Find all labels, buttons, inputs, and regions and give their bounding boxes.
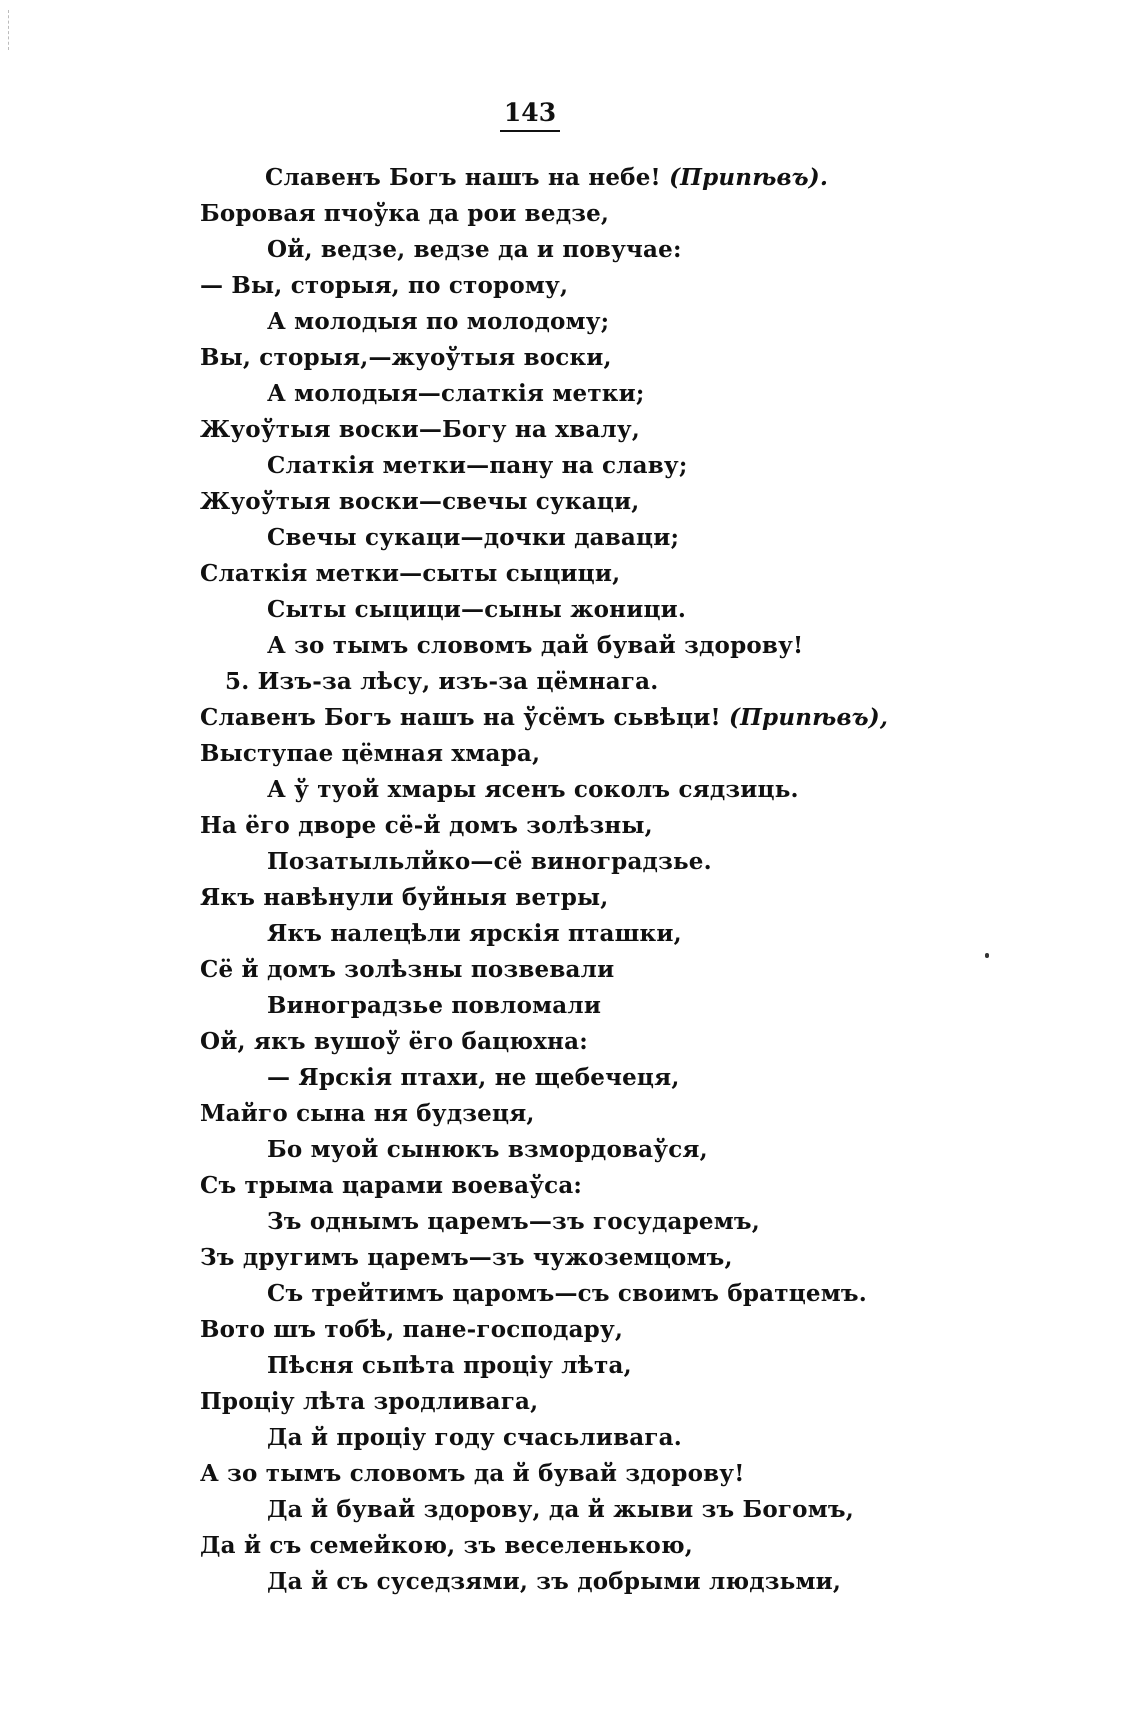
poem-line-text: А ў туой хмары ясенъ соколъ сядзиць. — [267, 776, 799, 803]
poem-line-text: А молодыя—слаткія метки; — [267, 380, 645, 407]
poem-line-text: Зъ однымъ царемъ—зъ государемъ, — [267, 1208, 760, 1235]
poem-line-text: — Вы, сторыя, по сторому, — [200, 272, 569, 299]
poem-line — [0, 916, 1140, 952]
poem-line-text: Якъ навѣнули буйныя ветры, — [200, 884, 609, 911]
poem-line — [0, 772, 1140, 808]
poem-line — [0, 160, 1140, 196]
poem-line — [0, 1060, 1140, 1096]
poem-line-text: — Ярскія птахи, не щебечеця, — [267, 1064, 680, 1091]
poem-line — [0, 520, 1140, 556]
poem-line-text: Вы, сторыя,—жуоўтыя воски, — [200, 344, 612, 371]
poem-line — [0, 1456, 1140, 1492]
poem-line — [0, 988, 1140, 1024]
poem-line-text: А зо тымъ словомъ дай бувай здорову! — [267, 632, 804, 659]
refrain-marker: (Припѣвъ), — [729, 704, 889, 731]
poem-line — [0, 484, 1140, 520]
poem-line-text: Вото шъ тобѣ, пане-господару, — [200, 1316, 624, 1343]
poem-line-text: Пѣсня сьпѣта процiу лѣта, — [267, 1352, 632, 1379]
poem-line — [0, 1096, 1140, 1132]
poem-line-text: Боровая пчоўка да рои ведзе, — [200, 200, 610, 227]
poem-line-text: Ой, ведзе, ведзе да и повучае: — [267, 236, 682, 263]
poem-line — [0, 448, 1140, 484]
poem-line — [0, 628, 1140, 664]
poem-line-text: Сё й домъ золѣзны позвевали — [200, 956, 615, 983]
poem-line-text: Процiу лѣта зродливага, — [200, 1388, 539, 1415]
poem-line-text: Съ трейтимъ царомъ—съ своимъ братцемъ. — [267, 1280, 867, 1307]
poem-line-text: Майго сына ня будзеця, — [200, 1100, 535, 1127]
poem-line — [0, 1492, 1140, 1528]
poem-line — [0, 1168, 1140, 1204]
poem-line — [0, 1024, 1140, 1060]
poem-line-text: Да й съ семейкою, зъ веселенькою, — [200, 1532, 693, 1559]
refrain-marker: (Припѣвъ). — [669, 164, 829, 191]
poem-line-text: Жуоўтыя воски—Богу на хвалу, — [200, 416, 640, 443]
poem-line — [0, 232, 1140, 268]
poem-line-text: Да й съ суседзями, зъ добрыми людзьми, — [267, 1568, 842, 1595]
poem-line-text: А зо тымъ словомъ да й бувай здорову! — [200, 1460, 745, 1487]
poem-text — [0, 160, 1140, 1600]
poem-line — [0, 1132, 1140, 1168]
poem-line — [0, 412, 1140, 448]
poem-line-text: Виноградзье повломали — [267, 992, 602, 1019]
poem-line-text: Свечы сукаци—дочки даваци; — [267, 524, 680, 551]
poem-line — [0, 556, 1140, 592]
poem-line — [0, 1204, 1140, 1240]
poem-line-text: А молодыя по молодому; — [267, 308, 610, 335]
poem-line-text: Зъ другимъ царемъ—зъ чужоземцомъ, — [200, 1244, 733, 1271]
poem-line — [0, 808, 1140, 844]
poem-line — [0, 1528, 1140, 1564]
poem-line-text: Да й процiу году счасьливага. — [267, 1424, 682, 1451]
scan-edge-mark — [8, 10, 10, 50]
poem-line — [0, 664, 1140, 700]
poem-line-text: Слаткія метки—сыты сыцици, — [200, 560, 621, 587]
poem-line-text: Якъ налецѣли ярскія пташки, — [267, 920, 682, 947]
poem-line-text: Жуоўтыя воски—свечы сукаци, — [200, 488, 640, 515]
scan-speck — [985, 953, 989, 958]
poem-line-text: Ой, якъ вушоў ёго бацюхна: — [200, 1028, 588, 1055]
poem-line — [0, 592, 1140, 628]
page-number — [0, 98, 1060, 132]
poem-line-text: Сыты сыцици—сыны жоници. — [267, 596, 687, 623]
poem-line — [0, 268, 1140, 304]
poem-line — [0, 304, 1140, 340]
poem-line — [0, 1276, 1140, 1312]
poem-line-text: На ёго дворе сё-й домъ золѣзны, — [200, 812, 653, 839]
poem-line — [0, 1240, 1140, 1276]
poem-line — [0, 340, 1140, 376]
page-number-text: 143 — [500, 98, 560, 132]
poem-line — [0, 1312, 1140, 1348]
poem-line — [0, 844, 1140, 880]
poem-line-text: Съ трыма царами воеваўса: — [200, 1172, 583, 1199]
poem-line — [0, 880, 1140, 916]
poem-line — [0, 736, 1140, 772]
poem-line — [0, 1348, 1140, 1384]
poem-line-text: Позатыльлйко—сё виноградзье. — [267, 848, 712, 875]
poem-line — [0, 1420, 1140, 1456]
poem-line — [0, 700, 1140, 736]
poem-line-text: Выступае цёмная хмара, — [200, 740, 541, 767]
poem-line — [0, 376, 1140, 412]
poem-line-text: Да й бувай здорову, да й жыви зъ Богомъ, — [267, 1496, 854, 1523]
poem-line-text: Слаткія метки—пану на славу; — [267, 452, 688, 479]
poem-line-text: 5. Изъ-за лѣсу, изъ-за цёмнага. — [225, 668, 659, 695]
poem-line-text: Бо муой сынюкъ взмордоваўся, — [267, 1136, 708, 1163]
poem-line — [0, 1384, 1140, 1420]
poem-line — [0, 1564, 1140, 1600]
poem-line-text: Славенъ Богъ нашъ на небе! — [265, 164, 670, 191]
poem-line-text: Славенъ Богъ нашъ на ўсёмъ сьвѣци! — [200, 704, 730, 731]
poem-line — [0, 196, 1140, 232]
poem-line — [0, 952, 1140, 988]
